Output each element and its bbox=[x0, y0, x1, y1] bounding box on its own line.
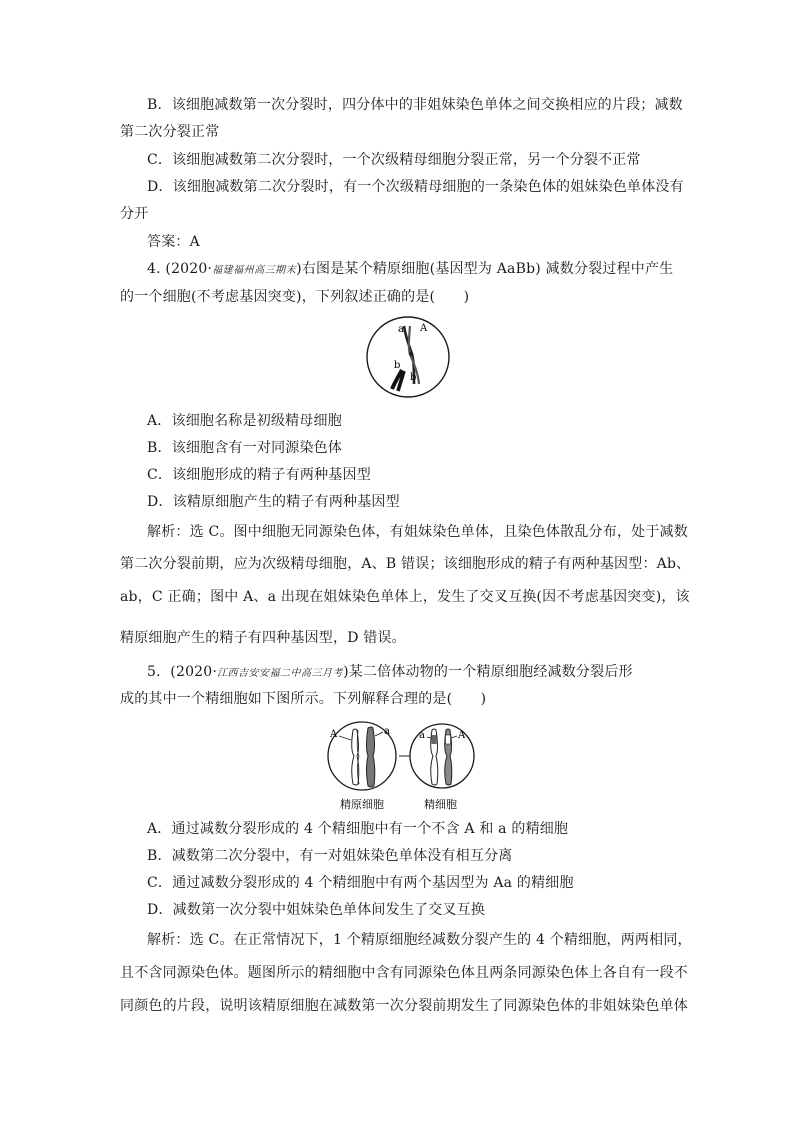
q5-option-a: A．通过减数分裂形成的 4 个精细胞中有一个不含 A 和 a 的精细胞 bbox=[147, 821, 569, 837]
cell-membrane bbox=[367, 317, 449, 397]
q4-option-c: C．该细胞形成的精子有两种基因型 bbox=[147, 467, 371, 483]
q4-analysis-line3: ab，C 正确；图中 A、a 出现在姐妹染色单体上，发生了交叉互换(因不考虑基因突变)，该 bbox=[120, 589, 690, 605]
q3-option-d-line2: 分开 bbox=[120, 206, 149, 222]
q5-number: 5．(2020· bbox=[147, 664, 218, 680]
q5-stem-line1 bbox=[147, 663, 633, 683]
q4-stem-rest: )右图是某个精原细胞(基因型为 AaBb) 减数分裂过程中产生 bbox=[296, 261, 674, 277]
q4-option-d: D．该精原细胞产生的精子有两种基因型 bbox=[147, 494, 400, 510]
q5-analysis-line1: 解析：选 C。在正常情况下，1 个精原细胞经减数分裂产生的 4 个精细胞，两两相同， bbox=[147, 932, 692, 948]
q4-analysis-line4: 精原细胞产生的精子有四种基因型，D 错误。 bbox=[120, 630, 406, 646]
q5-right-label-a: a bbox=[419, 730, 425, 741]
q4-label-b-right: b bbox=[410, 372, 417, 383]
q4-cell-figure bbox=[364, 314, 452, 400]
q5-analysis-line2: 且不含同源染色体。题图所示的精细胞中含有同源染色体且两条同源染色体上各自有一段不 bbox=[120, 965, 688, 981]
q5-option-c: C．通过减数分裂形成的 4 个精细胞中有两个基因型为 Aa 的精细胞 bbox=[147, 875, 574, 891]
q5-option-d: D．减数第一次分裂中姐妹染色单体间发生了交叉互换 bbox=[147, 902, 486, 918]
q3-answer: 答案：A bbox=[147, 234, 200, 250]
q5-stem-line2: 成的其中一个精细胞如下图所示。下列解释合理的是( ) bbox=[120, 691, 487, 707]
q3-option-c: C．该细胞减数第二次分裂时，一个次级精母细胞分裂正常，另一个分裂不正常 bbox=[147, 152, 641, 168]
q5-left-label-A: A bbox=[330, 729, 338, 740]
q4-stem-line1 bbox=[147, 260, 673, 280]
q4-label-a: a bbox=[398, 324, 404, 335]
q5-left-label-a: a bbox=[384, 726, 390, 737]
q5-stem-rest: )某二倍体动物的一个精原细胞经减数分裂后形 bbox=[343, 664, 633, 680]
q4-option-b: B．该细胞含有一对同源染色体 bbox=[147, 440, 343, 456]
q3-option-b-line1: B．该细胞减数第一次分裂时，四分体中的非姐妹染色单体之间交换相应的片段；减数 bbox=[147, 97, 683, 113]
spermatogonium-cell bbox=[328, 722, 396, 790]
q5-option-b: B．减数第二次分裂中，有一对姐妹染色单体没有相互分离 bbox=[147, 848, 513, 864]
q5-right-label-A: A bbox=[458, 730, 466, 741]
q4-label-A: A bbox=[420, 323, 428, 334]
caption-spermatogonium: 精原细胞 bbox=[340, 798, 384, 811]
q4-source: 福建福州高三期末 bbox=[212, 265, 297, 276]
q5-analysis-line3: 同颜色的片段，说明该精原细胞在减数第一次分裂前期发生了同源染色体的非姐妹染色单体 bbox=[120, 998, 688, 1014]
caption-sperm-cell: 精细胞 bbox=[424, 798, 457, 811]
q4-analysis-line2: 第二次分裂前期，应为次级精母细胞，A、B 错误；该细胞形成的精子有两种基因型：Ab、 bbox=[120, 556, 691, 572]
q4-option-a: A．该细胞名称是初级精母细胞 bbox=[147, 413, 342, 429]
q4-analysis-line1: 解析：选 C。图中细胞无同源染色体，有姐妹染色单体，且染色体散乱分布，处于减数 bbox=[147, 524, 688, 540]
q4-number: 4. (2020· bbox=[147, 261, 213, 277]
q5-figure bbox=[326, 718, 476, 814]
q3-option-d-line1: D．该细胞减数第二次分裂时，有一个次级精母细胞的一条染色体的姐妹染色单体没有 bbox=[147, 179, 684, 195]
q4-stem-line2: 的一个细胞(不考虑基因突变)，下列叙述正确的是( ) bbox=[120, 289, 470, 305]
q3-option-b-line2: 第二次分裂正常 bbox=[120, 124, 220, 140]
q4-label-b-left: b bbox=[394, 360, 401, 371]
q5-source: 江西吉安安福二中高三月考 bbox=[217, 668, 344, 679]
sperm-cell bbox=[410, 724, 474, 788]
